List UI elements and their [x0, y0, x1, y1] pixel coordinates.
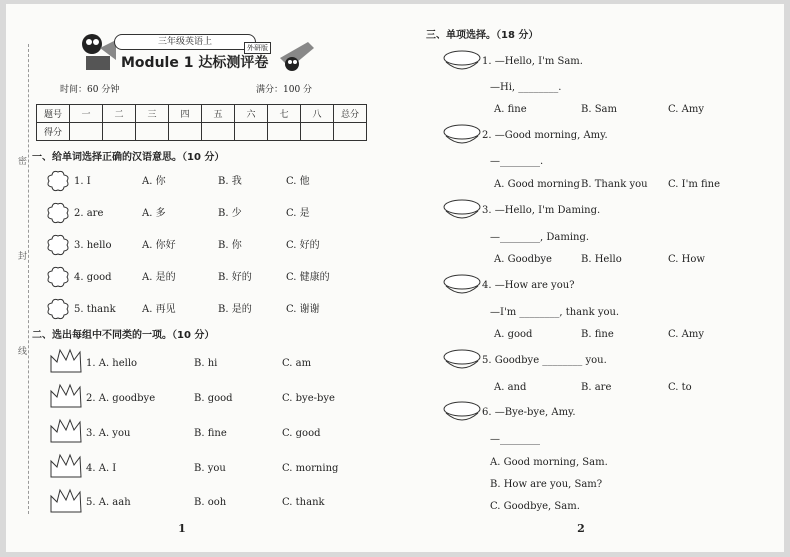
- part3-q4-line2: —I'm ________, thank you.: [490, 307, 620, 318]
- score-cell: 一: [70, 105, 103, 123]
- part2-q1-b: B. hi: [194, 358, 218, 369]
- crown-answer-icon[interactable]: [48, 488, 84, 514]
- score-input-cell[interactable]: [268, 123, 301, 141]
- page-number-left: 1: [178, 522, 186, 535]
- part3-q1-line2: —Hi, ________.: [490, 82, 562, 93]
- part3-q3: 3. —Hello, I'm Daming.: [482, 205, 601, 216]
- crown-answer-icon[interactable]: [48, 418, 84, 444]
- score-input-cell[interactable]: [136, 123, 169, 141]
- part1-q4-c: C. 健康的: [286, 272, 330, 283]
- part1-q2-a: A. 多: [142, 208, 166, 219]
- part3-q2-line2: —________.: [490, 156, 544, 167]
- crown-answer-icon[interactable]: [48, 453, 84, 479]
- score-input-cell[interactable]: [70, 123, 103, 141]
- score-cell: 三: [136, 105, 169, 123]
- part3-q1: 1. —Hello, I'm Sam.: [482, 56, 583, 67]
- score-cell: 题号: [37, 105, 70, 123]
- part3-q3-c: C. How: [668, 254, 705, 265]
- part1-q5: 5. thank: [74, 304, 116, 315]
- part3-q6-c: C. Goodbye, Sam.: [490, 501, 580, 512]
- score-cell: 六: [235, 105, 268, 123]
- score-input-cell[interactable]: [169, 123, 202, 141]
- part3-q6-b: B. How are you, Sam?: [490, 479, 603, 490]
- bowl-answer-icon[interactable]: [442, 50, 482, 72]
- score-cell: 总分: [334, 105, 367, 123]
- part3-q3-a: A. Goodbye: [494, 254, 552, 265]
- part1-q2-c: C. 是: [286, 208, 310, 219]
- part3-q3-b: B. Hello: [581, 254, 622, 265]
- part3-q2-b: B. Thank you: [581, 179, 648, 190]
- part1-q5-b: B. 是的: [218, 304, 252, 315]
- margin-char-feng: 封: [18, 252, 28, 262]
- bowl-answer-icon[interactable]: [442, 349, 482, 371]
- part1-q3-b: B. 你: [218, 240, 242, 251]
- part3-q6-line2: —________: [490, 434, 540, 445]
- score-input-cell[interactable]: [334, 123, 367, 141]
- bowl-answer-icon[interactable]: [442, 274, 482, 296]
- part2-q5: 5. A. aah: [86, 497, 131, 508]
- flower-answer-icon[interactable]: [46, 202, 70, 224]
- part3-q1-b: B. Sam: [581, 104, 618, 115]
- part1-q3: 3. hello: [74, 240, 112, 251]
- score-input-cell[interactable]: [202, 123, 235, 141]
- worksheet-page: [6, 4, 784, 552]
- part3-q1-a: A. fine: [494, 104, 527, 115]
- margin-char-xian: 线: [18, 347, 28, 357]
- part1-q2: 2. are: [74, 208, 104, 219]
- part3-q4-a: A. good: [494, 329, 533, 340]
- page-title: Module 1 达标测评卷: [121, 55, 269, 71]
- part2-heading: 二、选出每组中不同类的一项。（10 分）: [32, 330, 215, 341]
- part1-q5-c: C. 谢谢: [286, 304, 320, 315]
- part2-q3-c: C. good: [282, 428, 321, 439]
- margin-char-mi: 密: [18, 157, 28, 167]
- part2-q2-c: C. bye-bye: [282, 393, 335, 404]
- part3-q2: 2. —Good morning, Amy.: [482, 130, 608, 141]
- part1-q3-c: C. 好的: [286, 240, 320, 251]
- part2-q2: 2. A. goodbye: [86, 393, 156, 404]
- part3-q1-c: C. Amy: [668, 104, 705, 115]
- score-table: [36, 104, 367, 141]
- part3-q2-c: C. I'm fine: [668, 179, 721, 190]
- page-number-right: 2: [577, 522, 585, 535]
- grade-band: 三年级英语上: [114, 34, 256, 50]
- bowl-answer-icon[interactable]: [442, 401, 482, 423]
- flower-answer-icon[interactable]: [46, 234, 70, 256]
- part2-q2-b: B. good: [194, 393, 233, 404]
- bowl-answer-icon[interactable]: [442, 199, 482, 221]
- part2-q4-c: C. morning: [282, 463, 339, 474]
- part1-q4: 4. good: [74, 272, 112, 283]
- part2-q1: 1. A. hello: [86, 358, 138, 369]
- score-input-cell[interactable]: [301, 123, 334, 141]
- part3-q5-b: B. are: [581, 382, 612, 393]
- part1-q1-a: A. 你: [142, 176, 166, 187]
- part2-q1-c: C. am: [282, 358, 312, 369]
- part1-q3-a: A. 你好: [142, 240, 176, 251]
- crown-answer-icon[interactable]: [48, 348, 84, 374]
- part1-heading: 一、给单词选择正确的汉语意思。（10 分）: [32, 152, 225, 163]
- part1-q4-b: B. 好的: [218, 272, 252, 283]
- binding-line: [28, 44, 29, 514]
- part3-q5-a: A. and: [494, 382, 527, 393]
- score-cell: 四: [169, 105, 202, 123]
- part2-q4-b: B. you: [194, 463, 226, 474]
- bowl-answer-icon[interactable]: [442, 124, 482, 146]
- part3-heading: 三、单项选择。（18 分）: [426, 30, 539, 41]
- full-score: 满分：100 分: [256, 85, 313, 95]
- part1-q1-c: C. 他: [286, 176, 310, 187]
- part1-q1: 1. I: [74, 176, 91, 187]
- part2-q3-b: B. fine: [194, 428, 227, 439]
- score-cell: 五: [202, 105, 235, 123]
- score-input-cell[interactable]: [235, 123, 268, 141]
- part1-q4-a: A. 是的: [142, 272, 176, 283]
- part3-q2-a: A. Good morning: [494, 179, 580, 190]
- part3-q6-a: A. Good morning, Sam.: [490, 457, 608, 468]
- part1-q2-b: B. 少: [218, 208, 242, 219]
- part1-q5-a: A. 再见: [142, 304, 176, 315]
- part3-q4: 4. —How are you?: [482, 280, 575, 291]
- score-cell: 七: [268, 105, 301, 123]
- part3-q4-c: C. Amy: [668, 329, 705, 340]
- mascot-megaphone-icon: [78, 30, 118, 74]
- flower-answer-icon[interactable]: [46, 266, 70, 288]
- score-cell: 得分: [37, 123, 70, 141]
- crown-answer-icon[interactable]: [48, 383, 84, 409]
- flower-answer-icon[interactable]: [46, 298, 70, 320]
- part1-q1-b: B. 我: [218, 176, 242, 187]
- part2-q4: 4. A. I: [86, 463, 117, 474]
- part3-q3-line2: —________, Daming.: [490, 232, 590, 243]
- part3-q5: 5. Goodbye ________ you.: [482, 355, 607, 366]
- mascot-horn-icon: [274, 38, 318, 78]
- score-cell: 八: [301, 105, 334, 123]
- score-cell: 二: [103, 105, 136, 123]
- score-input-cell[interactable]: [103, 123, 136, 141]
- part3-q4-b: B. fine: [581, 329, 614, 340]
- part2-q3: 3. A. you: [86, 428, 131, 439]
- part3-q5-c: C. to: [668, 382, 692, 393]
- exam-time: 时间：60 分钟: [60, 85, 120, 95]
- edition-badge: 外研版: [244, 42, 271, 54]
- part2-q5-b: B. ooh: [194, 497, 227, 508]
- flower-answer-icon[interactable]: [46, 170, 70, 192]
- part2-q5-c: C. thank: [282, 497, 325, 508]
- part3-q6: 6. —Bye-bye, Amy.: [482, 407, 576, 418]
